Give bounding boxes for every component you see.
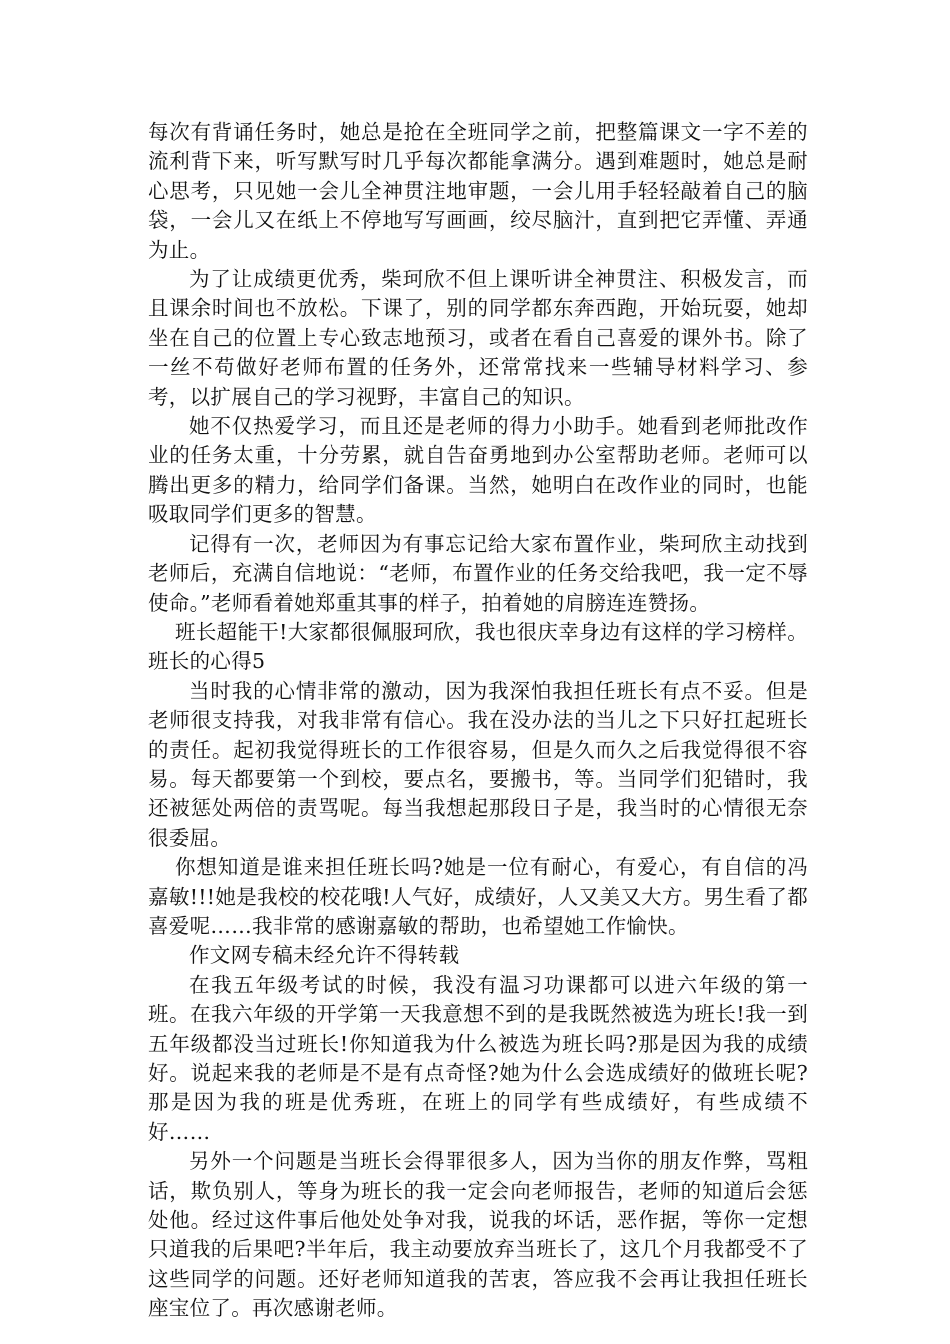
paragraph-4: 记得有一次，老师因为有事忘记给大家布置作业，柴珂欣主动找到老师后，充满自信地说：“老师，布置作业的任务交给我吧，我一定不辱使命。”老师看着她郑重其事的样子，拍着她的肩膀连连赞扬。	[148, 531, 808, 615]
paragraph-10: 另外一个问题是当班长会得罪很多人，因为当你的朋友作弊，骂粗话，欺负别人，等身为班长的我一定会向老师报告，老师的知道后会惩处他。经过这件事后他处处争对我，说我的坏话，恶作据，等你一定想只道我的后果吧?半年后，我主动要放弃当班长了，这几个月我都受不了这些同学的问题。还好老师知道我的苦衷，答应我不会再让我担任班长座宝位了。再次感谢老师。	[148, 1149, 808, 1321]
paragraph-5: 班长超能干!大家都很佩服珂欣，我也很庆幸身边有这样的学习榜样。班长的心得5	[148, 619, 808, 674]
paragraph-6: 当时我的心情非常的激动，因为我深怕我担任班长有点不妥。但是老师很支持我，对我非常有信心。我在没办法的当儿之下只好扛起班长的责任。起初我觉得班长的工作很容易，但是久而久之后我觉得很不容易。每天都要第一个到校，要点名，要搬书，等。当同学们犯错时，我还被惩处两倍的责骂呢。每当我想起那段日子是，我当时的心情很无奈很委屈。	[148, 678, 808, 850]
copyright-note: 作文网专稿未经允许不得转载	[189, 943, 460, 968]
paragraph-2: 为了让成绩更优秀，柴珂欣不但上课听讲全神贯注、积极发言，而且课余时间也不放松。下课了，别的同学都东奔西跑，开始玩耍，她却坐在自己的位置上专心致志地预习，或者在看自己喜爱的课外书。除了一丝不苟做好老师布置的任务外，还常常找来一些辅导材料学习、参考，以扩展自己的学习视野，丰富自己的知识。	[148, 267, 808, 409]
paragraph-3: 她不仅热爱学习，而且还是老师的得力小助手。她看到老师批改作业的任务太重，十分劳累，就自告奋勇地到办公室帮助老师。老师可以腾出更多的精力，给同学们备课。当然，她明白在改作业的同时，也能吸取同学们更多的智慧。	[148, 414, 808, 527]
document-body	[148, 118, 808, 1324]
paragraph-7: 你想知道是谁来担任班长吗?她是一位有耐心，有爱心，有自信的冯嘉敏!!!她是我校的校花哦!人气好，成绩好，人又美又大方。男生看了都喜爱呢……我非常的感谢嘉敏的帮助，也希望她工作愉快。	[148, 855, 808, 938]
paragraph-1: 每次有背诵任务时，她总是抢在全班同学之前，把整篇课文一字不差的流利背下来，听写默写时几乎每次都能拿满分。遇到难题时，她总是耐心思考，只见她一会儿全神贯注地审题，一会儿用手轻轻敲着自己的脑袋，一会儿又在纸上不停地写写画画，绞尽脑汁，直到把它弄懂、弄通为止。	[148, 120, 808, 262]
paragraph-9: 在我五年级考试的时候，我没有温习功课都可以进六年级的第一班。在我六年级的开学第一天我意想不到的是我既然被选为班长!我一到五年级都没当过班长!你知道我为什么被选为班长吗?那是因为我的成绩好。说起来我的老师是不是有点奇怪?她为什么会选成绩好的做班长呢?那是因为我的班是优秀班，在班上的同学有些成绩好，有些成绩不好……	[148, 972, 808, 1144]
